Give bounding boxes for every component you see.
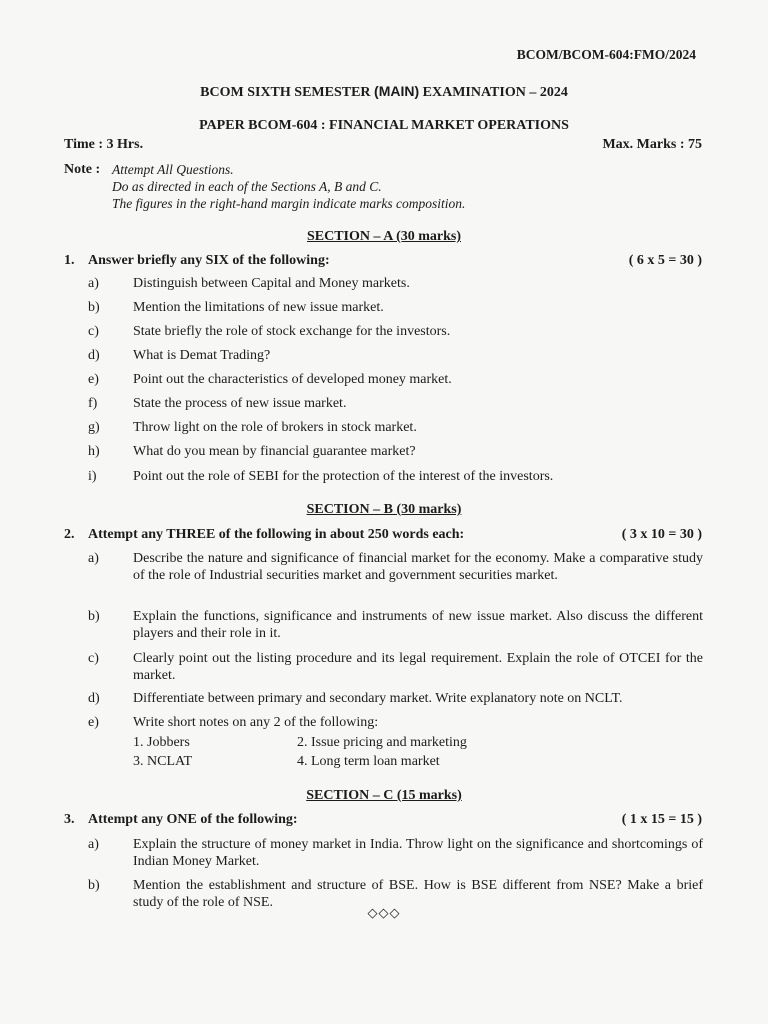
- note-label: Note :: [64, 162, 101, 177]
- item-text: Explain the functions, significance and instruments of new issue market. Also discuss the different players and their role in it.: [133, 609, 703, 641]
- item-text: Mention the limitations of new issue market.: [133, 300, 384, 315]
- section-c-title-text: SECTION – C (15 marks): [306, 788, 462, 803]
- item-text: What is Demat Trading?: [133, 348, 271, 363]
- item-text: Point out the characteristics of developed money market.: [133, 372, 452, 387]
- item-text: Explain the structure of money market in India. Throw light on the significance and shortcomings of Indian Money Market.: [133, 837, 703, 869]
- short-note-item: 2. Issue pricing and marketing: [297, 735, 467, 750]
- section-a-title: [0, 229, 768, 245]
- question-text: Attempt any ONE of the following:: [88, 812, 298, 827]
- item-label: c): [88, 651, 99, 666]
- item-label: b): [88, 878, 100, 893]
- paper-title: PAPER BCOM-604 : FINANCIAL MARKET OPERATIONS: [199, 118, 569, 133]
- item-label: b): [88, 609, 100, 624]
- section-b-title: [0, 502, 768, 518]
- question-text: Attempt any THREE of the following in about 250 words each:: [88, 527, 465, 542]
- exam-title-pre: BCOM SIXTH SEMESTER: [200, 85, 375, 100]
- item-text: State the process of new issue market.: [133, 396, 347, 411]
- item-label: e): [88, 372, 99, 387]
- short-note-item: 1. Jobbers: [133, 735, 190, 750]
- section-b-title-text: SECTION – B (30 marks): [306, 502, 462, 517]
- item-text: Describe the nature and significance of financial market for the economy. Make a comparative study of the role of Industrial securities market and government securities market.: [133, 551, 703, 583]
- item-text: Differentiate between primary and secondary market. Write explanatory note on NCLT.: [133, 691, 623, 706]
- question-number: 2.: [64, 527, 75, 542]
- item-label: a): [88, 551, 99, 566]
- section-c-title: [0, 788, 768, 804]
- question-number: 1.: [64, 253, 75, 268]
- exam-title-main: (MAIN): [374, 83, 420, 99]
- time-allowed: Time : 3 Hrs.: [64, 137, 144, 152]
- item-text: Distinguish between Capital and Money markets.: [133, 276, 410, 291]
- question-text: Answer briefly any SIX of the following:: [88, 253, 330, 268]
- item-label: f): [88, 396, 98, 411]
- item-label: c): [88, 324, 99, 339]
- question-number: 3.: [64, 812, 75, 827]
- question-marks: ( 3 x 10 = 30 ): [621, 527, 702, 542]
- item-label: e): [88, 715, 99, 730]
- item-label: i): [88, 469, 97, 484]
- short-note-item: 3. NCLAT: [133, 754, 193, 769]
- short-note-item: 4. Long term loan market: [297, 754, 440, 769]
- question-marks: ( 6 x 5 = 30 ): [628, 253, 702, 268]
- exam-title: [0, 83, 768, 101]
- note-line: The figures in the right-hand margin indicate marks composition.: [112, 196, 466, 211]
- item-text: Throw light on the role of brokers in stock market.: [133, 420, 417, 435]
- item-text: Write short notes on any 2 of the following:: [133, 715, 379, 730]
- item-text: What do you mean by financial guarantee market?: [133, 444, 416, 459]
- item-label: g): [88, 420, 100, 435]
- item-label: a): [88, 837, 99, 852]
- item-label: a): [88, 276, 99, 291]
- item-label: d): [88, 691, 100, 706]
- question-marks: ( 1 x 15 = 15 ): [621, 812, 702, 827]
- exam-title-post: EXAMINATION – 2024: [419, 85, 568, 100]
- item-text: Clearly point out the listing procedure and its legal requirement. Explain the role of OTCEI for the market.: [133, 651, 703, 683]
- item-text: Point out the role of SEBI for the protection of the interest of the investors.: [133, 469, 554, 484]
- paper-code: BCOM/BCOM-604:FMO/2024: [516, 47, 696, 62]
- item-text: State briefly the role of stock exchange for the investors.: [133, 324, 451, 339]
- item-label: d): [88, 348, 100, 363]
- item-label: b): [88, 300, 100, 315]
- max-marks: Max. Marks : 75: [602, 137, 702, 152]
- note-line: Attempt All Questions.: [112, 162, 234, 177]
- note-line: Do as directed in each of the Sections A, B and C.: [112, 179, 382, 194]
- item-label: h): [88, 444, 100, 459]
- end-of-paper-mark: ◇◇◇: [367, 905, 401, 920]
- section-a-title-text: SECTION – A (30 marks): [306, 229, 462, 244]
- item-text: Mention the establishment and structure of BSE. How is BSE different from NSE? Make a brief study of the role of NSE.: [133, 878, 703, 910]
